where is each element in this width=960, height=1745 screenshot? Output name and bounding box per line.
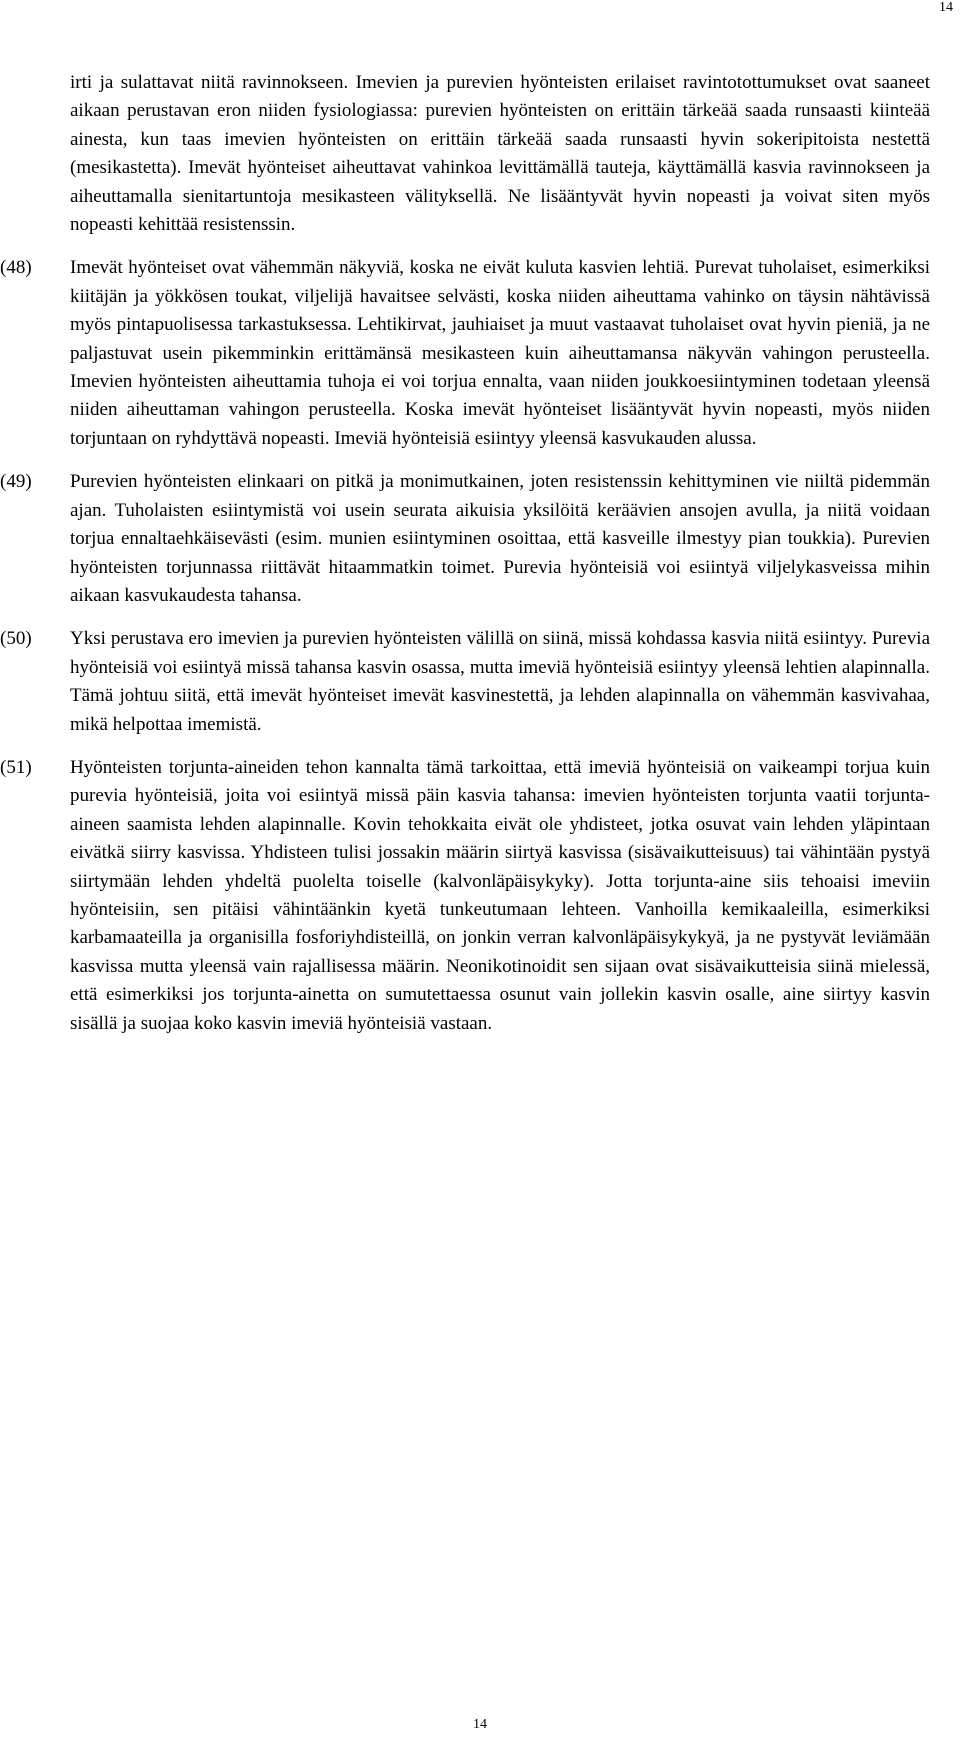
paragraph-text: Yksi perustava ero imevien ja purevien hyönteisten välillä on siinä, missä kohdassa kasvia niitä esiintyy. Purevia hyönteisiä voi esiintyä missä tahansa kasvin osassa, mutta imeviä hyönteisiä esiintyy yleensä lehtien alapinnalla. Tämä johtuu siitä, että imevät hyönteiset imevät kasvinestettä, ja lehden alapinnalla on vähemmän kasvivahaa, mikä helpottaa imemistä. (70, 628, 930, 735)
paragraph-48 (0, 254, 930, 453)
paragraph-intro (0, 69, 930, 239)
paragraph-text: Imevät hyönteiset ovat vähemmän näkyviä, koska ne eivät kuluta kasvien lehtiä. Purevat tuholaiset, esimerkiksi kiitäjän ja yökkösen toukat, viljelijä havaitsee selvästi, koska niiden aiheuttama vahinko on täysin nähtävissä myös pintapuolisessa tarkastuksessa. Lehtikirvat, jauhiaiset ja muut vastaavat tuholaiset ovat hyvin pieniä, ja ne paljastuvat usein pikemminkin erittämänsä mesikasteen kuin aiheuttamansa näkyvän vahingon perusteella. Imevien hyönteisten aiheuttamia tuhoja ei voi torjua ennalta, vaan niiden joukkoesiintyminen todetaan yleensä niiden aiheuttaman vahingon perusteella. Koska imevät hyönteiset lisääntyvät hyvin nopeasti, myös niiden torjuntaan on ryhdyttävä nopeasti. Imeviä hyönteisiä esiintyy yleensä kasvukauden alussa. (70, 257, 930, 449)
paragraph-number: (49) (0, 471, 32, 493)
paragraph-text: Hyönteisten torjunta-aineiden tehon kannalta tämä tarkoittaa, että imeviä hyönteisiä on vaikeampi torjua kuin purevia hyönteisiä, joita voi esiintyä missä päin kasvia tahansa: imevien hyönteisten torjunta vaatii torjunta-aineen saamista lehden alapinnalle. Kovin tehokkaita eivät ole yhdisteet, jotka osuvat vain lehden yläpintaan eivätkä siirry kasvissa. Yhdisteen tulisi jossakin määrin siirtyä kasvissa (sisävaikutteisuus) tai vähintään pystyä siirtymään lehden yhdeltä puolelta toiselle (kalvonläpäisykyky). Jotta torjunta-aine siis tehoaisi imeviin hyönteisiin, sen pitäisi vähintäänkin kyetä tunkeutumaan lehteen. Vanhoilla kemikaaleilla, esimerkiksi karbamaateilla ja organisilla fosforiyhdisteillä, on jonkin verran kalvonläpäisykykyä, ja ne pystyvät leviämään kasvissa mutta yleensä vain rajallisessa määrin. Neonikotinoidit sen sijaan ovat sisävaikutteisia siinä mielessä, että esimerkiksi jos torjunta-ainetta on sumutettaessa osunut vain jollekin kasvin osalle, aine siirtyy kasvin sisällä ja suojaa koko kasvin imeviä hyönteisiä vastaan. (70, 756, 930, 1034)
paragraph-50 (0, 625, 930, 739)
paragraph-49 (0, 468, 930, 610)
paragraph-number: (51) (0, 756, 32, 778)
paragraph-51 (0, 754, 930, 1038)
page-number-bottom: 14 (473, 1717, 487, 1732)
page-number-top: 14 (939, 0, 953, 15)
paragraph-text: irti ja sulattavat niitä ravinnokseen. Imevien ja purevien hyönteisten erilaiset ravintotottumukset ovat saaneet aikaan perustavan eron niiden fysiologiassa: purevien hyönteisten on erittäin tärkeää saada runsaasti kiinteää ainesta, kun taas imevien hyönteisten on erittäin tärkeää saada runsaasti hyvin sokeripitoista nestettä (mesikastetta). Imevät hyönteiset aiheuttavat vahinkoa levittämällä tauteja, käyttämällä kasvia ravinnokseen ja aiheuttamalla sienitartuntoja mesikasteen välityksellä. Ne lisääntyvät hyvin nopeasti ja voivat siten myös nopeasti kehittää resistenssin. (70, 72, 930, 236)
paragraph-number: (48) (0, 257, 32, 279)
paragraph-number: (50) (0, 628, 32, 650)
paragraph-text: Purevien hyönteisten elinkaari on pitkä ja monimutkainen, joten resistenssin kehittyminen vie niiltä pidemmän ajan. Tuholaisten esiintymistä voi usein seurata aikuisia yksilöitä keräävien ansojen avulla, ja niitä voidaan torjua ennaltaehkäisevästi (esim. munien esiintyminen osoittaa, että kasveille ilmestyy pian toukkia). Purevien hyönteisten torjunnassa riittävät hitaammatkin toimet. Purevia hyönteisiä voi esiintyä viljelykasveissa mihin aikaan kasvukaudesta tahansa. (70, 471, 930, 606)
document-body (0, 69, 930, 1038)
